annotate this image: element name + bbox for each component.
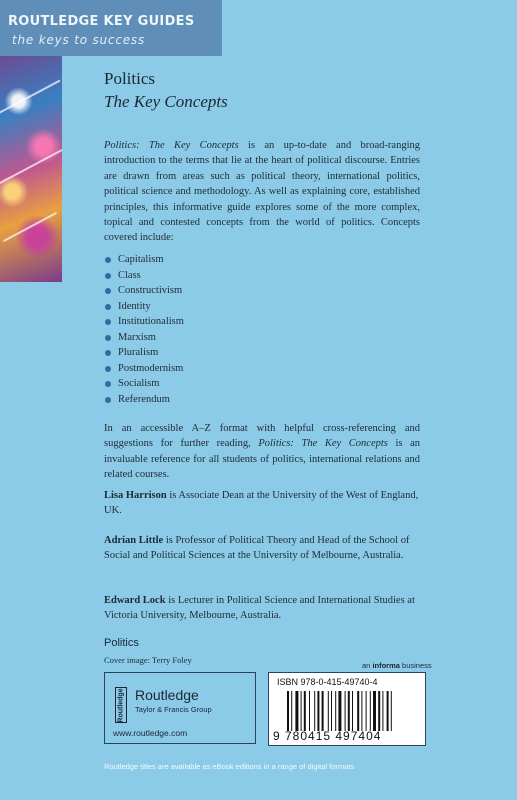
author-bio <box>104 488 420 519</box>
author-name: Lisa Harrison <box>104 490 167 501</box>
bullet-icon <box>105 273 111 279</box>
series-name: ROUTLEDGE KEY GUIDES <box>8 14 195 29</box>
author-name: Edward Lock <box>104 595 166 606</box>
publisher-name: Routledge <box>135 687 199 703</box>
author-bio-text: is Professor of Political Theory and Head of the School of Social and Political Sciences at the University of Melbourne, Australia. <box>104 535 410 562</box>
bullet-icon <box>105 397 111 403</box>
informa-prefix: an <box>362 661 373 670</box>
publisher-box <box>104 672 256 744</box>
logo-text: Routledge <box>117 687 125 723</box>
bullet-icon <box>105 257 111 263</box>
summary-text-before: In an accessible A–Z format with helpful cross-referencing and suggestions for further reading, <box>104 423 420 450</box>
author-bio-text: is Associate Dean at the University of the West of England, UK. <box>104 490 419 517</box>
list-item <box>104 345 184 361</box>
book-subtitle: The Key Concepts <box>104 92 228 111</box>
concept-label: Postmodernism <box>118 362 184 374</box>
bullet-icon <box>105 335 111 341</box>
concept-label: Institutionalism <box>118 316 184 327</box>
concept-label: Pluralism <box>118 347 159 358</box>
list-item <box>104 268 184 284</box>
list-item <box>104 376 184 392</box>
summary-title-italic: Politics: The Key Concepts <box>258 438 388 450</box>
intro-text: is an up-to-date and broad-ranging introduction to the terms that lie at the heart of political discourse. Entries are drawn from areas such as political theory, international politics, political science and methodology. As well as explaining core, established principles, this informative guide explores some of the more complex, topical and contested concepts from the world of politics. Concepts covered include: <box>104 140 421 244</box>
bullet-icon <box>105 288 111 294</box>
concept-label: Marxism <box>118 331 156 343</box>
list-item <box>104 361 184 377</box>
isbn-label: ISBN 978-0-415-49740-4 <box>277 677 378 687</box>
concept-label: Capitalism <box>118 254 164 265</box>
list-item <box>104 330 184 346</box>
isbn-barcode <box>268 672 426 746</box>
intro-title-italic: Politics: The Key Concepts <box>104 140 239 151</box>
bullet-icon <box>105 366 111 372</box>
publisher-url[interactable]: www.routledge.com <box>113 728 188 738</box>
routledge-logo-icon <box>115 687 127 723</box>
summary-text-after: is an invaluable reference for all students of politics, international relations and related courses. <box>104 438 420 481</box>
list-item <box>104 252 184 268</box>
concept-label: Socialism <box>118 378 160 389</box>
concept-list <box>104 252 184 407</box>
informa-brand: informa <box>372 661 400 670</box>
bullet-icon <box>105 381 111 387</box>
series-banner <box>0 0 222 56</box>
author-name: Adrian Little <box>104 535 164 546</box>
author-bio <box>104 533 420 564</box>
concept-label: Class <box>118 269 141 281</box>
book-title: Politics <box>104 69 156 88</box>
concept-label: Referendum <box>118 393 170 405</box>
concept-label: Constructivism <box>118 285 183 296</box>
intro-paragraph <box>104 138 420 246</box>
author-bio <box>104 593 420 624</box>
barcode-digits: 9 780415 497404 <box>273 729 382 743</box>
summary-paragraph <box>104 421 420 483</box>
informa-suffix: business <box>399 661 432 670</box>
author-bio-text: is Lecturer in Political Science and International Studies at Victoria University, Melbourne, Australia. <box>104 595 415 622</box>
concept-label: Identity <box>118 300 151 312</box>
bullet-icon <box>105 350 111 356</box>
bullet-icon <box>105 319 111 325</box>
publisher-group: Taylor & Francis Group <box>135 705 212 714</box>
list-item <box>104 314 184 330</box>
list-item <box>104 299 184 315</box>
informa-tagline <box>362 661 432 670</box>
list-item <box>104 392 184 408</box>
subject-category: Politics <box>104 637 139 649</box>
barcode-icon <box>287 691 419 731</box>
ebook-note: Routledge titles are available as eBook editions in a range of digital formats <box>104 762 355 771</box>
bullet-icon <box>105 304 111 310</box>
cover-artwork <box>0 56 62 282</box>
cover-credit: Cover image: Terry Foley <box>104 655 192 665</box>
series-tagline: the keys to success <box>12 33 146 47</box>
list-item <box>104 283 184 299</box>
